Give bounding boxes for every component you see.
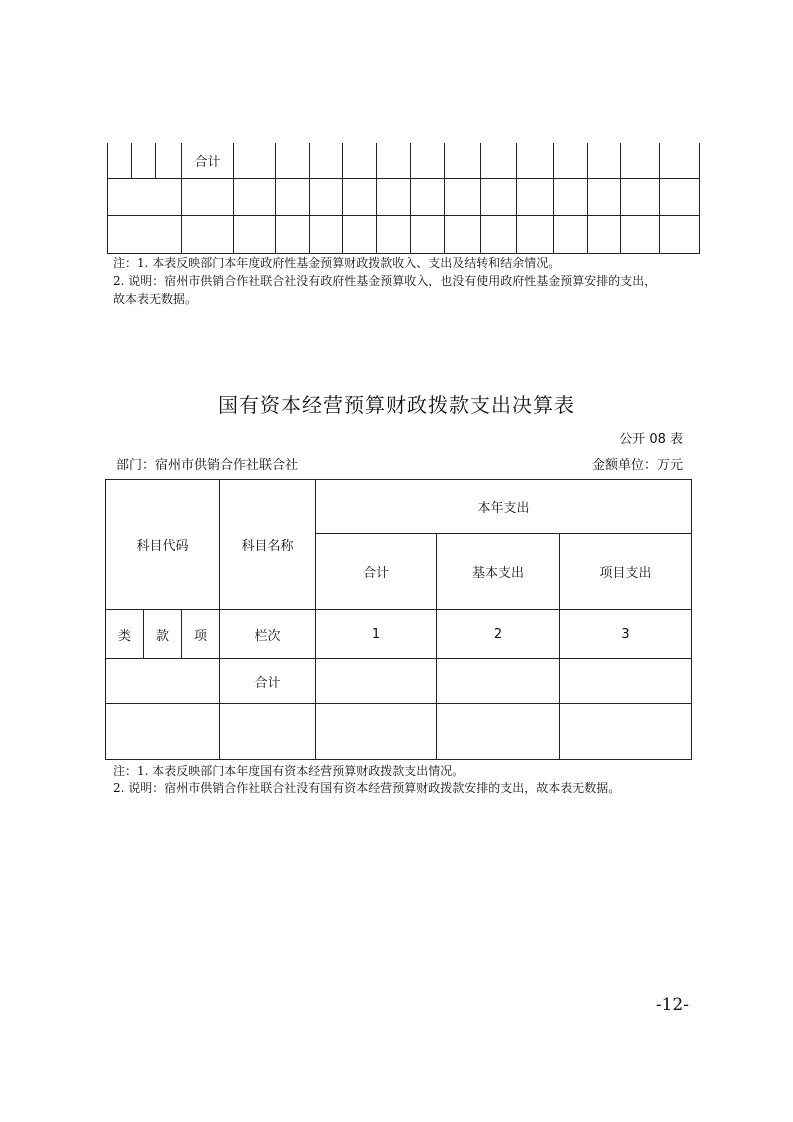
col3-cell: 3 xyxy=(560,610,692,659)
table-row xyxy=(108,143,700,178)
note-2-line2: 2. 说明：宿州市供销合作社联合社没有国有资本经营预算财政拨款安排的支出，故本表无数据。 xyxy=(113,781,621,795)
name-header: 科目名称 xyxy=(220,480,316,610)
project-header: 项目支出 xyxy=(560,534,692,610)
table-row xyxy=(106,610,692,659)
basic-header: 基本支出 xyxy=(437,534,560,610)
table-row xyxy=(106,659,692,704)
note-1-line2: 2. 说明：宿州市供销合作社联合社没有政府性基金预算收入，也没有使用政府性基金预算安排的支出， xyxy=(113,274,657,288)
total-header: 合计 xyxy=(316,534,437,610)
form-number: 公开 08 表 xyxy=(619,432,683,447)
page-title: 国有资本经营预算财政拨款支出决算表 xyxy=(218,393,575,417)
col1-cell: 1 xyxy=(316,610,437,659)
note-1-line1: 注：1. 本表反映部门本年度政府性基金预算财政拨款收入、支出及结转和结余情况。 xyxy=(113,256,561,270)
department: 部门：宿州市供销合作社联合社 xyxy=(116,458,299,473)
total-label: 合计 xyxy=(182,143,234,178)
page-number: -12- xyxy=(655,995,689,1015)
total-row-label: 合计 xyxy=(220,659,316,704)
table-row xyxy=(108,215,700,253)
note-1-line3: 故本表无数据。 xyxy=(113,292,198,306)
lei-cell: 类 xyxy=(106,610,144,659)
col2-cell: 2 xyxy=(437,610,560,659)
xiang-cell: 项 xyxy=(182,610,220,659)
code-header: 科目代码 xyxy=(106,480,220,610)
lanci-cell: 栏次 xyxy=(220,610,316,659)
amount-unit: 金额单位：万元 xyxy=(591,458,683,473)
table-header-row xyxy=(106,480,692,534)
year-expense-header: 本年支出 xyxy=(316,480,692,534)
note-2-line1: 注：1. 本表反映部门本年度国有资本经营预算财政拨款支出情况。 xyxy=(113,764,465,778)
kuan-cell: 款 xyxy=(144,610,182,659)
state-capital-expense-table xyxy=(105,479,692,760)
table-row xyxy=(106,704,692,760)
table-row xyxy=(108,178,700,215)
fund-table-continued xyxy=(107,143,700,254)
